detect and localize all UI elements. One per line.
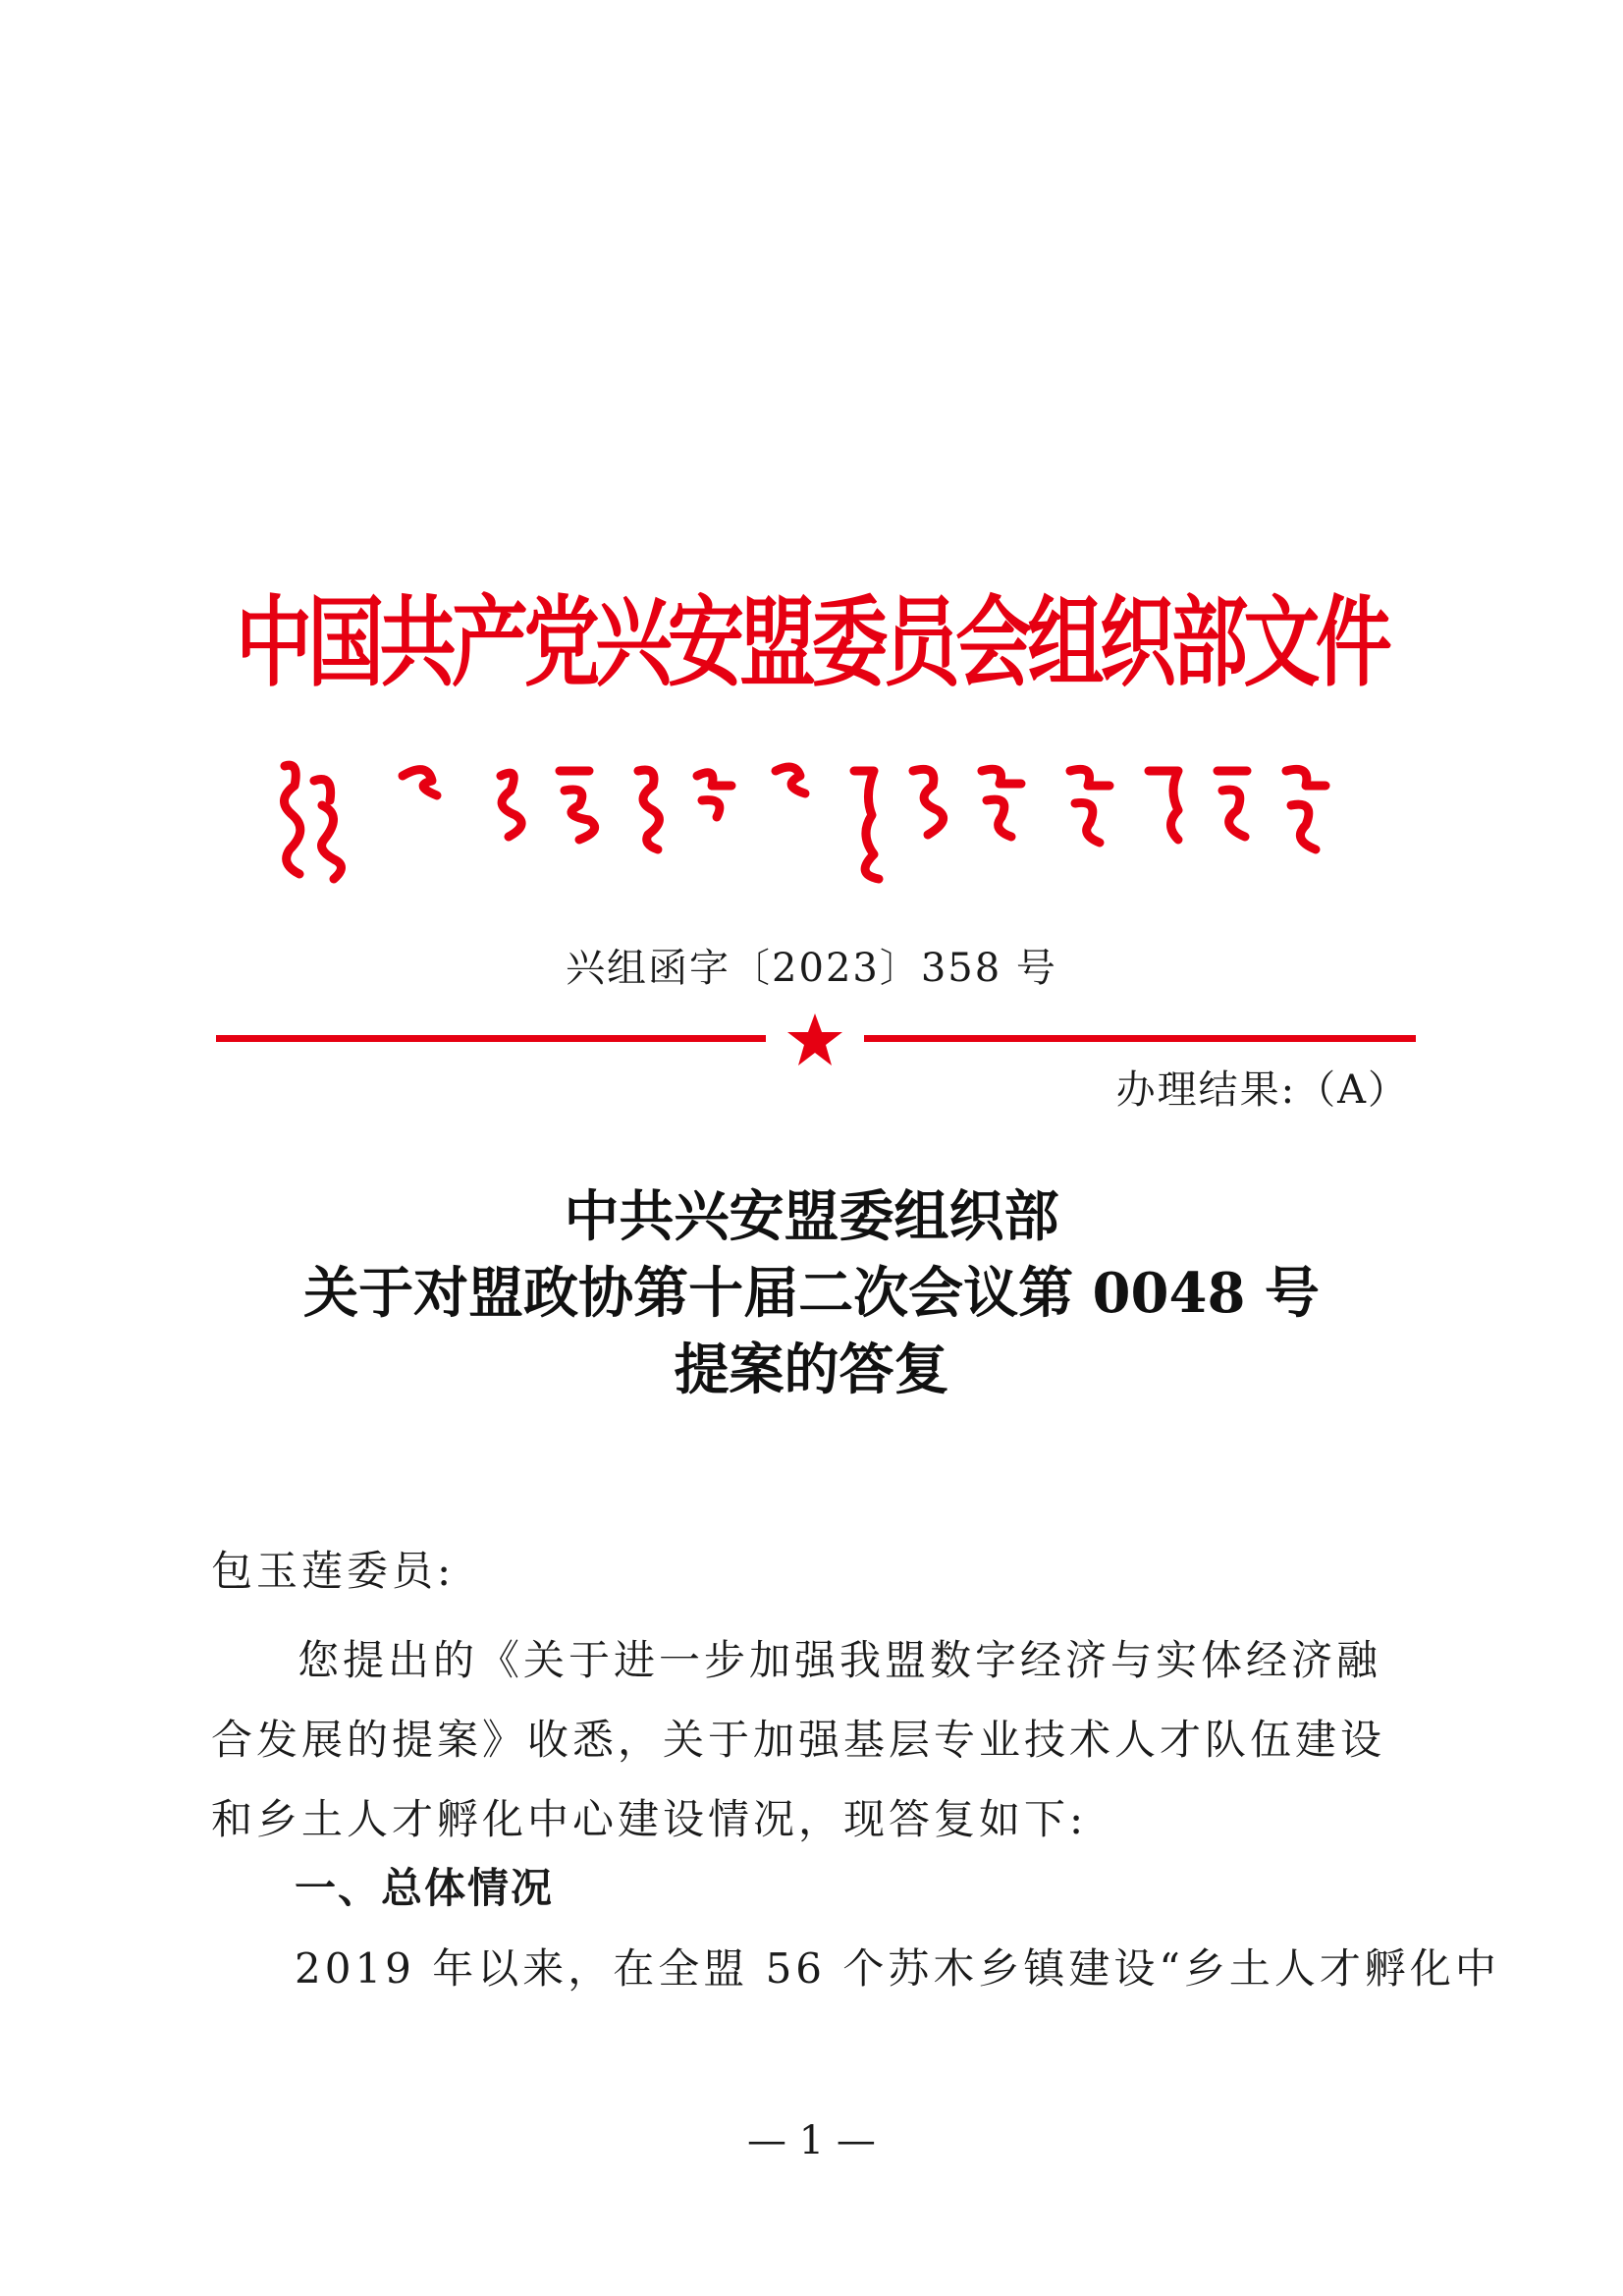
mongolian-script-logo xyxy=(265,756,1360,884)
handling-result: 办理结果:（A） xyxy=(1115,1067,1409,1113)
title-line-2: 关于对盟政协第十届二次会议第 0048 号 xyxy=(303,1261,1320,1326)
document-number: 兴组函字〔2023〕358 号 xyxy=(566,946,1057,991)
document-title xyxy=(0,1178,1623,1408)
section-heading-1: 一、总体情况 xyxy=(295,1864,555,1912)
red-divider-left xyxy=(216,1035,766,1042)
paragraph-1: 您提出的《关于进一步加强我盟数字经济与实体经济融合发展的提案》收悉，关于加强基层专业技术人才队伍建设和乡土人才孵化中心建设情况，现答复如下: xyxy=(211,1636,1386,1843)
title-line-1: 中共兴安盟委组织部 xyxy=(564,1184,1059,1249)
masthead-title: 中国共产党兴安盟委员会组织部文件 xyxy=(235,585,1388,700)
title-line-3: 提案的答复 xyxy=(674,1338,949,1402)
paragraph-2: 2019 年以来，在全盟 56 个苏木乡镇建设“乡土人才孵化中 xyxy=(295,1944,1500,1993)
salutation: 包玉莲委员: xyxy=(211,1547,456,1595)
red-star-icon xyxy=(785,1011,844,1068)
page-number: — 1 — xyxy=(747,2118,876,2163)
red-divider-right xyxy=(864,1035,1416,1042)
